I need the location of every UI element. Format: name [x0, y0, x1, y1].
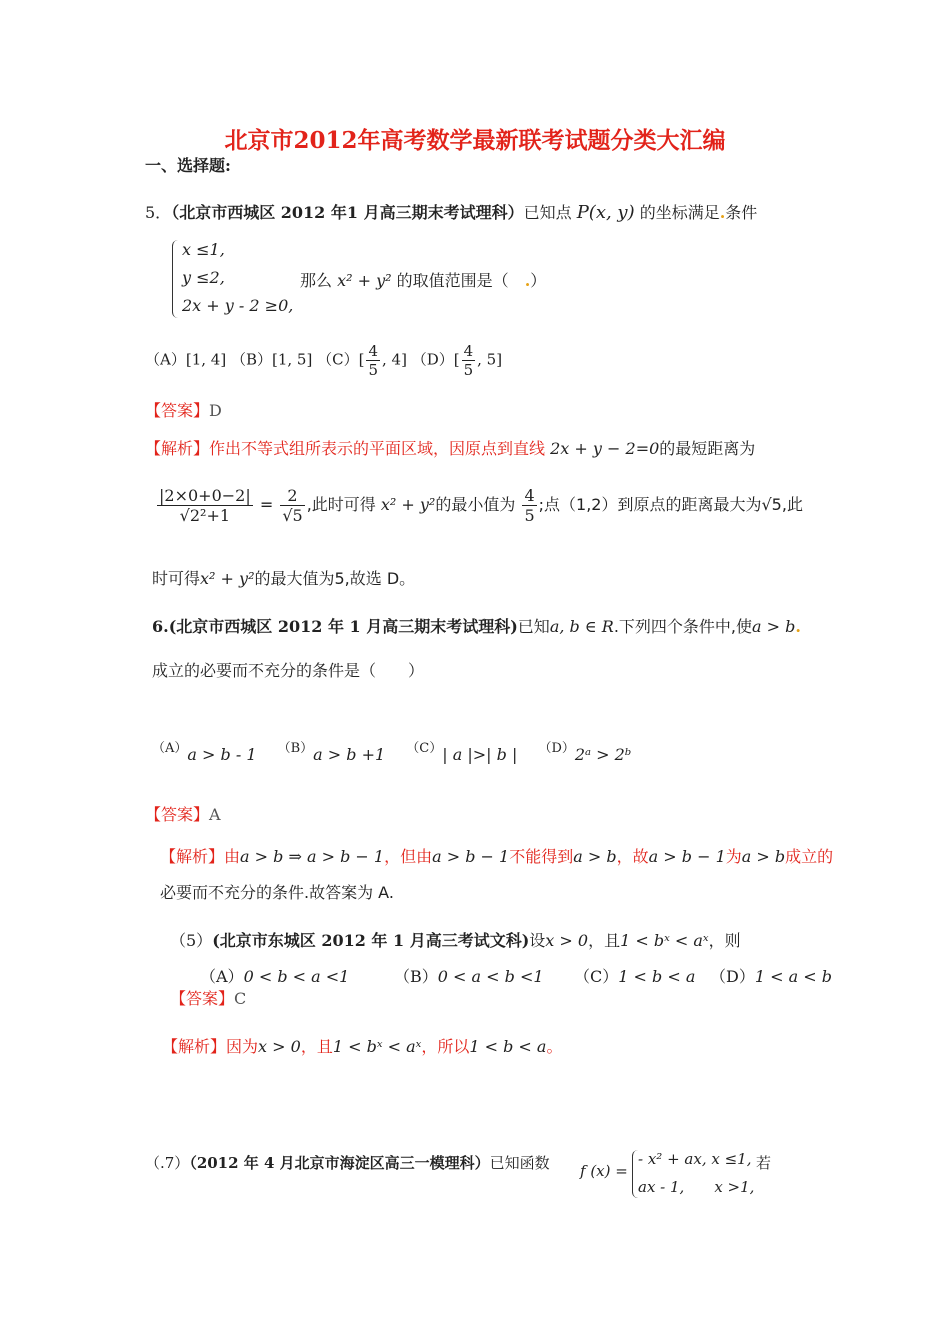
- q7-case-1: - x² + ax, x ≤1,: [638, 1150, 752, 1168]
- q5b-analysis: 【解析】因为x > 0，且1 < bˣ < aˣ，所以1 < b < a。: [162, 1037, 563, 1056]
- q6-analysis-line2: 必要而不充分的条件.故答案为 A.: [160, 883, 394, 902]
- q5-constraint-3: 2x + y - 2 ≥0,: [182, 296, 294, 315]
- q5-options: （A）[1, 4] （B）[1, 5] （C）[ $\frac{4}{5}$ , 4] （D）[ $\frac{4}{5}$ , 5]: [145, 342, 503, 379]
- q5b-stem: （5）(北京市东城区 2012 年 1 月高三考试文科)设x > 0，且1 < bˣ < aˣ，则: [170, 931, 741, 950]
- q7-fx: f (x) =: [580, 1162, 628, 1180]
- q7-stem-tail: 若: [756, 1154, 772, 1172]
- q5b-option-d: （D）1 < a < b: [710, 967, 832, 986]
- q6-analysis-line1: 【解析】由a > b ⇒ a > b − 1，但由a > b − 1不能得到a > b，故a > b − 1为a > b成立的: [160, 847, 834, 866]
- q6-answer: 【答案】A: [145, 805, 221, 824]
- q7-case-2: ax - 1, x >1,: [638, 1178, 755, 1196]
- q5b-option-a: （A）0 < b < a <1: [200, 967, 350, 986]
- q6-stem-line2: 成立的必要而不充分的条件是（ ）: [152, 661, 425, 680]
- q6-stem: 6.(北京市西城区 2012 年 1 月高三期末考试理科)已知a, b ∈ R.下列四个条件中,使a > b.: [152, 617, 801, 636]
- q5-constraint-1: x ≤1,: [182, 240, 225, 259]
- q5-system-brace: [172, 240, 179, 318]
- q5-point: P(x, y): [576, 202, 635, 223]
- section-heading: 一、选择题:: [145, 156, 231, 175]
- q5b-answer: 【答案】C: [170, 989, 247, 1008]
- q5-ask: 那么 x² + y² 的取值范围是（ .）: [300, 271, 547, 290]
- q5b-option-c: （C）1 < b < a: [574, 967, 696, 986]
- q6-options: $^{(A)}$a > b - 1 $^{(B)}$a > b +1 $^{(C)}$| a |>| b | $^{(D)}$2ᵃ > 2ᵇ: [152, 741, 632, 764]
- q5-stem: 5．（北京市西城区 2012 年1 月高三期末考试理科）已知点 P(x, y) 的坐标满足.条件: [145, 202, 758, 223]
- q5-analysis-line2: $\frac{|2\times 0+0-2|}{\text{√2²+1}}$ = $\frac{2}{√5}$ ,此时可得 x² + y²的最小值为 $\frac{4}{5}$ ;点（1,2）到原点的距离最大为√5,此: [159, 486, 803, 525]
- q5-analysis-line3: 时可得x² + y²的最大值为5,故选 D。: [152, 569, 416, 588]
- q5-analysis-line1: 【解析】作出不等式组所表示的平面区域，因原点到直线 2x + y − 2=0的最短距离为: [145, 439, 756, 458]
- q7-stem: （.7）（2012 年 4 月北京市海淀区高三一模理科）已知函数: [145, 1154, 550, 1172]
- document-title: 北京市2012年高考数学最新联考试题分类大汇编: [224, 127, 726, 154]
- q5-answer: 【答案】D: [145, 401, 222, 420]
- q5-constraint-2: y ≤2,: [182, 268, 225, 287]
- q5b-option-b: （B）0 < a < b <1: [394, 967, 544, 986]
